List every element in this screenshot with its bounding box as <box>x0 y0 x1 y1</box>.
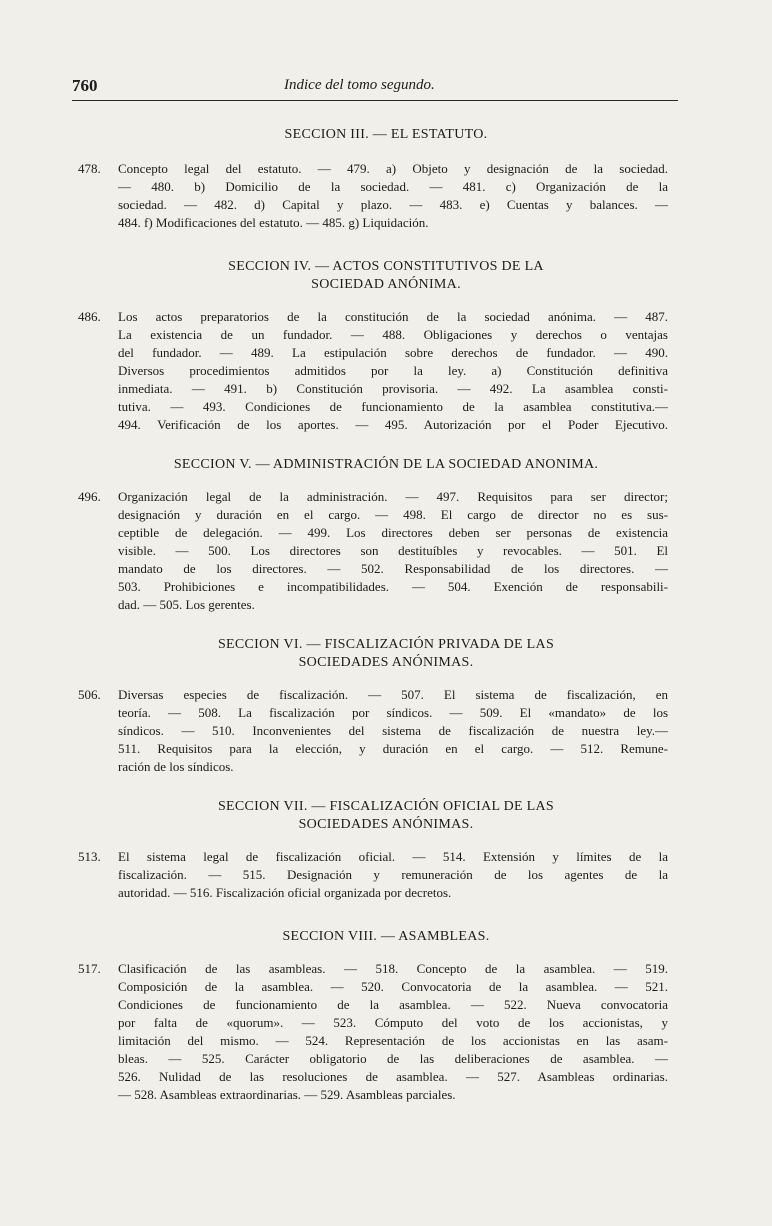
section-heading-line: SECCION VII. — FISCALIZACIÓN OFICIAL DE LAS <box>217 799 555 814</box>
entry-line: 526. Nulidad de las resoluciones de asamblea. — 527. Asambleas ordinarias. <box>118 1069 668 1084</box>
section-heading-line: SECCION VIII. — ASAMBLEAS. <box>282 929 490 944</box>
entry-line: del fundador. — 489. La estipulación sobre derechos de fundador. — 490. <box>118 345 668 360</box>
entry-line: inmediata. — 491. b) Constitución provisoria. — 492. La asamblea consti- <box>118 381 668 396</box>
entry-line: dad. — 505. Los gerentes. <box>118 597 255 612</box>
entry-line: Clasificación de las asambleas. — 518. Concepto de la asamblea. — 519. <box>118 961 668 976</box>
entry-line: El sistema legal de fiscalización oficial. — 514. Extensión y límites de la <box>118 849 668 864</box>
entry-line: 484. f) Modificaciones del estatuto. — 485. g) Liquidación. <box>118 215 429 230</box>
entry-line: — 528. Asambleas extraordinarias. — 529. Asambleas parciales. <box>118 1087 456 1102</box>
entry-number: 513. <box>78 849 101 864</box>
entry-number: 506. <box>78 687 101 702</box>
entry-line: Concepto legal del estatuto. — 479. a) Objeto y designación de la sociedad. <box>118 161 668 176</box>
entry-line: síndicos. — 510. Inconvenientes del sistema de fiscalización de nuestra ley.— <box>118 723 668 738</box>
entry-line: sociedad. — 482. d) Capital y plazo. — 483. e) Cuentas y balances. — <box>118 197 668 212</box>
entry-text <box>118 160 668 232</box>
entry-text <box>118 686 668 776</box>
entry-text <box>118 848 668 902</box>
entry-line: Diversos procedimientos admitidos por la ley. a) Constitución definitiva <box>118 363 668 378</box>
entry-line: Los actos preparatorios de la constitución de la sociedad anónima. — 487. <box>118 309 668 324</box>
entry-line: fiscalización. — 515. Designación y remuneración de los agentes de la <box>118 867 668 882</box>
entry-number: 496. <box>78 489 101 504</box>
section-iii <box>0 126 772 232</box>
section-heading-line: SOCIEDAD ANÓNIMA. <box>311 277 461 292</box>
entry-line: designación y duración en el cargo. — 498. El cargo de director no es sus- <box>118 507 668 522</box>
section-heading-line: SECCION VI. — FISCALIZACIÓN PRIVADA DE LAS <box>217 637 555 652</box>
section-vii <box>0 798 772 902</box>
section-heading <box>0 258 772 294</box>
section-heading-line: SECCION V. — ADMINISTRACIÓN DE LA SOCIEDAD ANONIMA. <box>173 457 599 472</box>
entry-line: 503. Prohibiciones e incompatibilidades. — 504. Exención de responsabili- <box>118 579 668 594</box>
entry-line: teoría. — 508. La fiscalización por síndicos. — 509. El «mandato» de los <box>118 705 668 720</box>
entry-line: Organización legal de la administración. — 497. Requisitos para ser director; <box>118 489 668 504</box>
entry-line: ceptible de delegación. — 499. Los directores deben ser personas de existencia <box>118 525 668 540</box>
entry-line: 494. Verificación de los aportes. — 495. Autorización por el Poder Ejecutivo. <box>118 417 668 432</box>
section-heading <box>0 126 772 144</box>
entry-line: limitación del mismo. — 524. Representación de los accionistas en las asam- <box>118 1033 668 1048</box>
entry-line: tutiva. — 493. Condiciones de funcionamiento de la asamblea constitutiva.— <box>118 399 668 414</box>
page-header <box>72 76 678 101</box>
entry-text <box>118 960 668 1104</box>
page-number: 760 <box>72 76 98 95</box>
index-entry <box>0 686 772 776</box>
index-entry <box>0 960 772 1104</box>
section-heading <box>0 636 772 672</box>
entry-line: — 480. b) Domicilio de la sociedad. — 481. c) Organización de la <box>118 179 668 194</box>
section-heading <box>0 456 772 474</box>
section-heading-line: SOCIEDADES ANÓNIMAS. <box>298 655 474 670</box>
index-entry <box>0 848 772 902</box>
section-heading <box>0 928 772 946</box>
entry-line: Condiciones de funcionamiento de la asamblea. — 522. Nueva convocatoria <box>118 997 668 1012</box>
entry-line: La existencia de un fundador. — 488. Obligaciones y derechos o ventajas <box>118 327 668 342</box>
entry-text <box>118 488 668 614</box>
entry-line: por falta de «quorum». — 523. Cómputo del voto de los accionistas, y <box>118 1015 668 1030</box>
index-entry <box>0 160 772 232</box>
entry-line: 511. Requisitos para la elección, y duración en el cargo. — 512. Remune- <box>118 741 668 756</box>
section-vi <box>0 636 772 776</box>
entry-number: 486. <box>78 309 101 324</box>
section-heading <box>0 798 772 834</box>
entry-line: autoridad. — 516. Fiscalización oficial organizada por decretos. <box>118 885 452 900</box>
section-heading-line: SOCIEDADES ANÓNIMAS. <box>298 817 474 832</box>
entry-line: Composición de la asamblea. — 520. Convocatoria de la asamblea. — 521. <box>118 979 668 994</box>
entry-line: Diversas especies de fiscalización. — 507. El sistema de fiscalización, en <box>118 687 668 702</box>
section-iv <box>0 258 772 434</box>
section-v <box>0 456 772 614</box>
entry-line: bleas. — 525. Carácter obligatorio de las deliberaciones de asamblea. — <box>118 1051 668 1066</box>
index-entry <box>0 308 772 434</box>
entry-line: visible. — 500. Los directores son destituíbles y revocables. — 501. El <box>118 543 668 558</box>
index-entry <box>0 488 772 614</box>
section-heading-line: SECCION IV. — ACTOS CONSTITUTIVOS DE LA <box>228 259 544 274</box>
section-viii <box>0 928 772 1104</box>
entry-line: mandato de los directores. — 502. Responsabilidad de los directores. — <box>118 561 668 576</box>
running-title: Indice del tomo segundo. <box>284 77 435 93</box>
entry-line: ración de los síndicos. <box>118 759 234 774</box>
entry-text <box>118 308 668 434</box>
entry-number: 478. <box>78 161 101 176</box>
entry-number: 517. <box>78 961 101 976</box>
section-heading-line: SECCION III. — EL ESTATUTO. <box>284 127 488 142</box>
